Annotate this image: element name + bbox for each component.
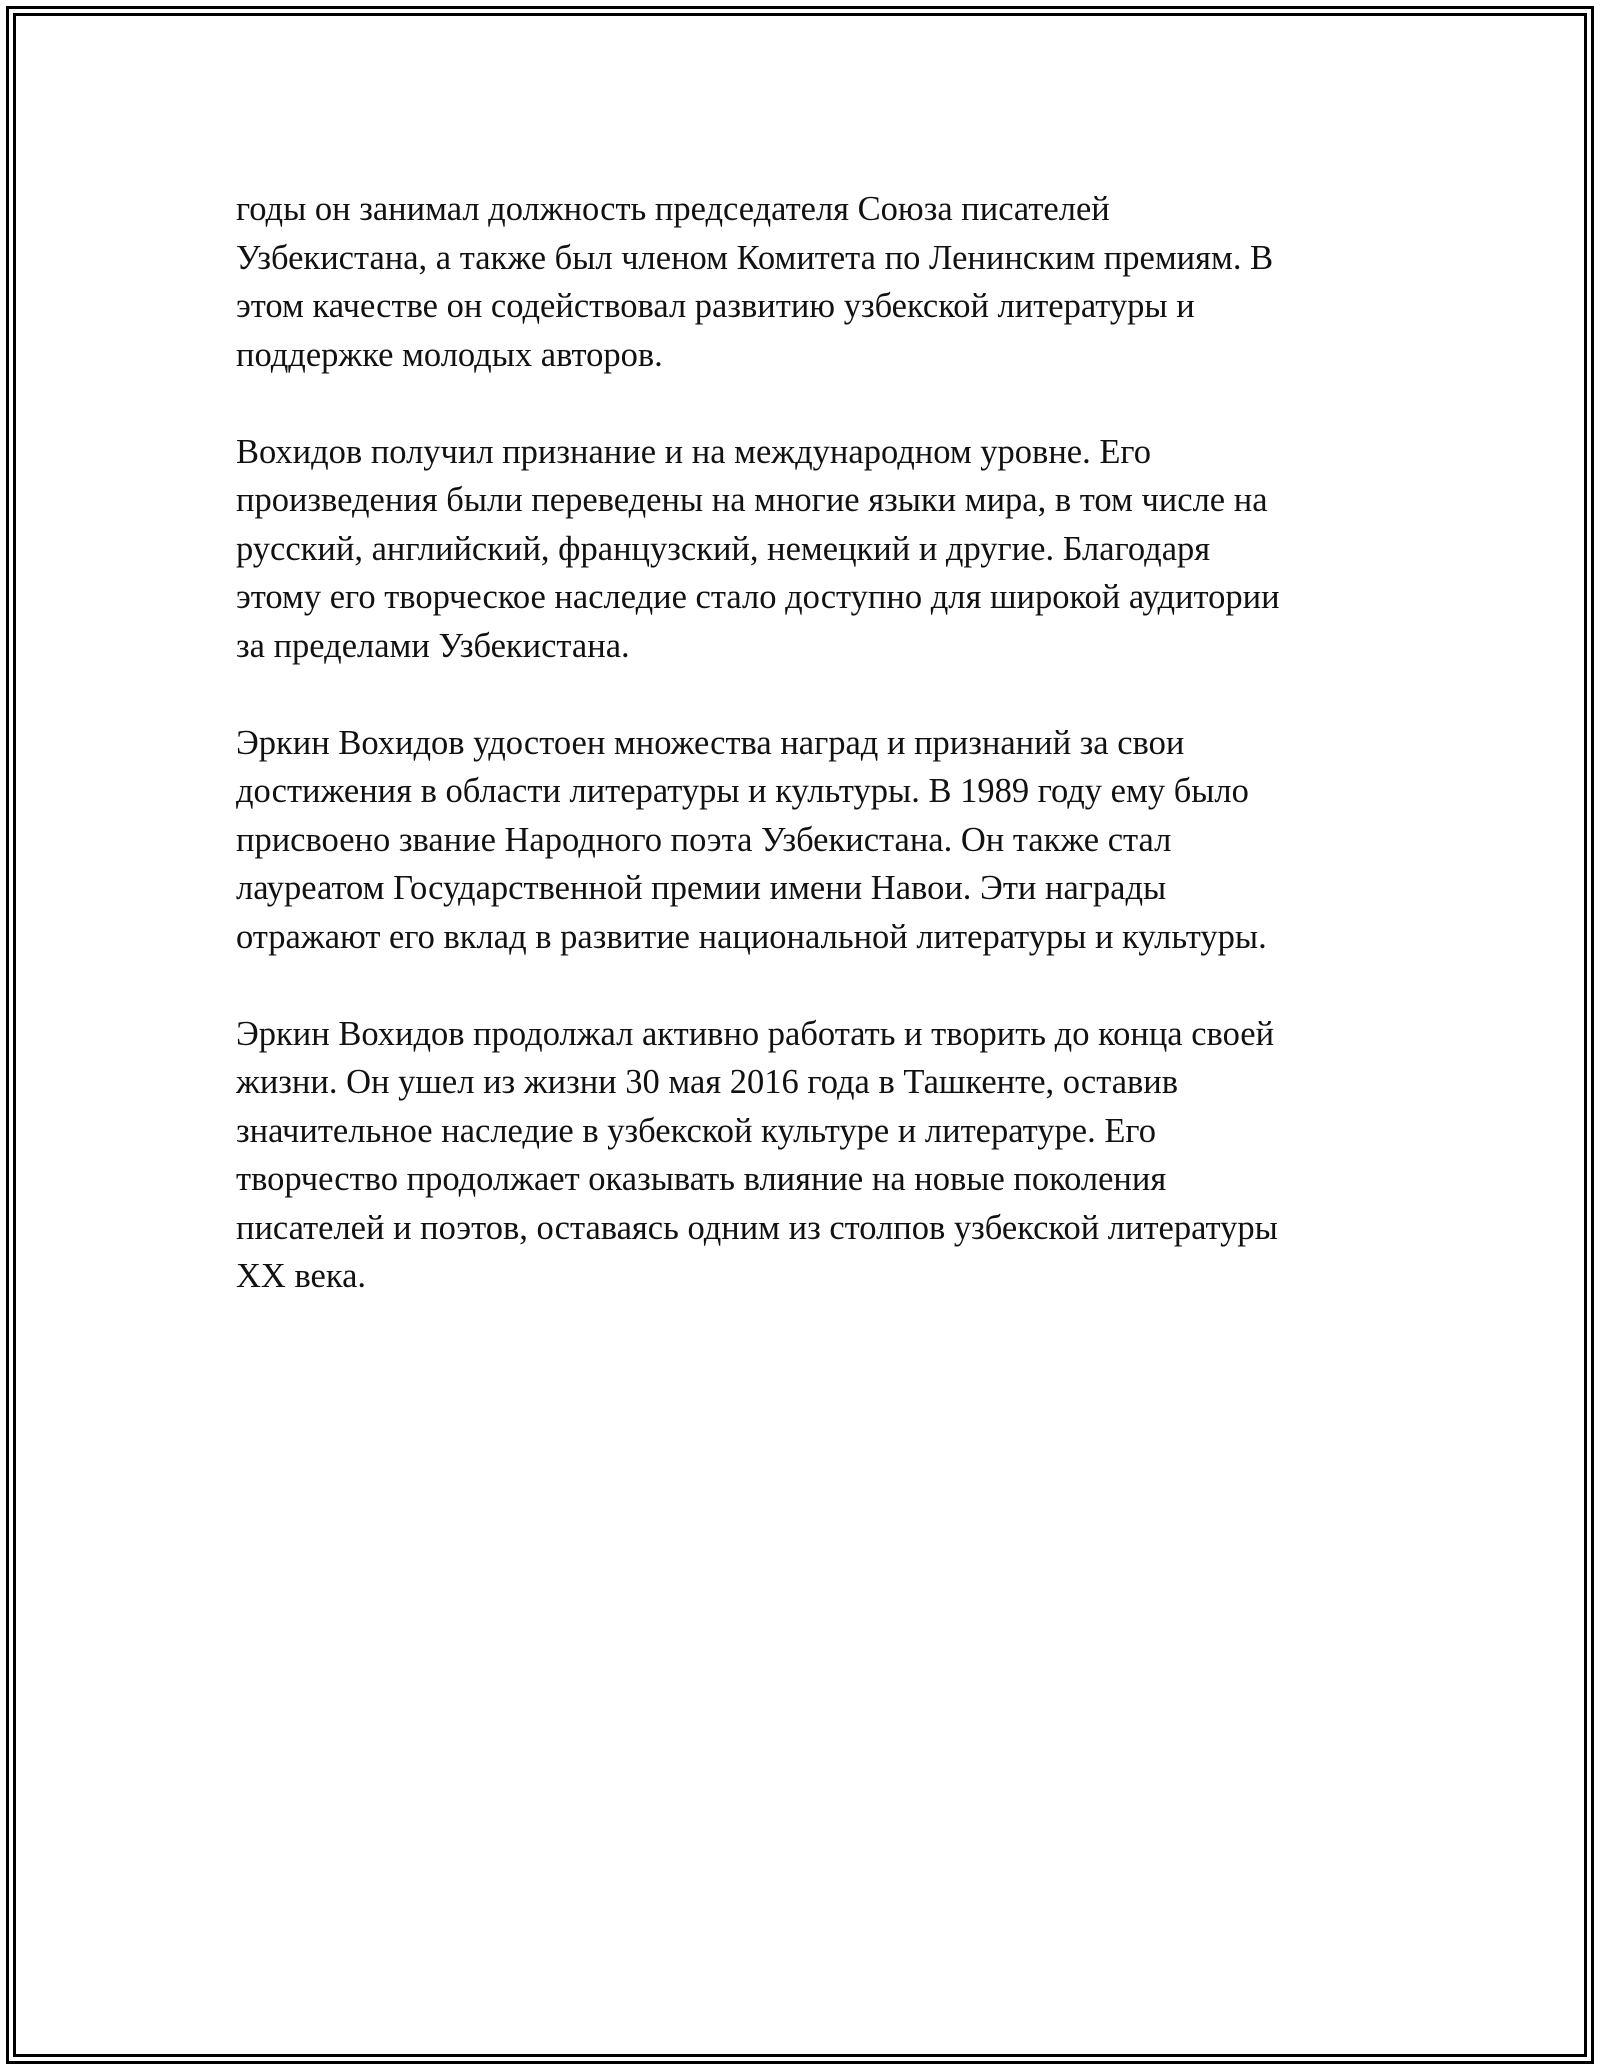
text-line: этому его творческое наследие стало доступно для широкой аудитории [236, 578, 1280, 616]
text-line: годы он занимал должность председателя Союза писателей [236, 190, 1110, 228]
text-line: отражают его вклад в развитие национальной литературы и культуры. [236, 917, 1267, 956]
text-line: Эркин Вохидов удостоен множества наград и признаний за свои [236, 723, 1185, 762]
text-line: Эркин Вохидов продолжал активно работать и творить до конца своей [236, 1014, 1275, 1053]
text-line: присвоено звание Народного поэта Узбекистана. Он также стал [236, 820, 1172, 859]
text-line: значительное наследие в узбекской культуре и литературе. Его [236, 1111, 1156, 1150]
text-line: Вохидов получил признание и на международном уровне. Его [236, 432, 1151, 471]
paragraph-international-recognition [236, 428, 1376, 671]
document-body [236, 185, 1376, 1349]
text-line: лауреатом Государственной премии имени Навои. Эти награды [236, 869, 1167, 907]
text-line: поддержке молодых авторов. [236, 335, 663, 374]
text-line: за пределами Узбекистана. [236, 626, 630, 665]
text-line: Узбекистана, а также был членом Комитета по Ленинским премиям. В [236, 238, 1274, 277]
paragraph-legacy [236, 1010, 1376, 1301]
paragraph-awards [236, 719, 1376, 962]
text-line: писателей и поэтов, оставаясь одним из столпов узбекской литературы [236, 1208, 1278, 1247]
text-line: этом качестве он содействовал развитию узбекской литературы и [236, 287, 1195, 325]
text-line: русский, английский, французский, немецкий и другие. Благодаря [236, 529, 1211, 568]
paragraph-writers-union [236, 185, 1376, 379]
text-line: XX века. [236, 1257, 367, 1295]
text-line: достижения в области литературы и культуры. В 1989 году ему было [236, 772, 1249, 810]
text-line: произведения были переведены на многие языки мира, в том числе на [236, 481, 1268, 519]
text-line: жизни. Он ушел из жизни 30 мая 2016 года в Ташкенте, оставив [236, 1063, 1179, 1101]
text-line: творчество продолжает оказывать влияние на новые поколения [236, 1160, 1167, 1198]
